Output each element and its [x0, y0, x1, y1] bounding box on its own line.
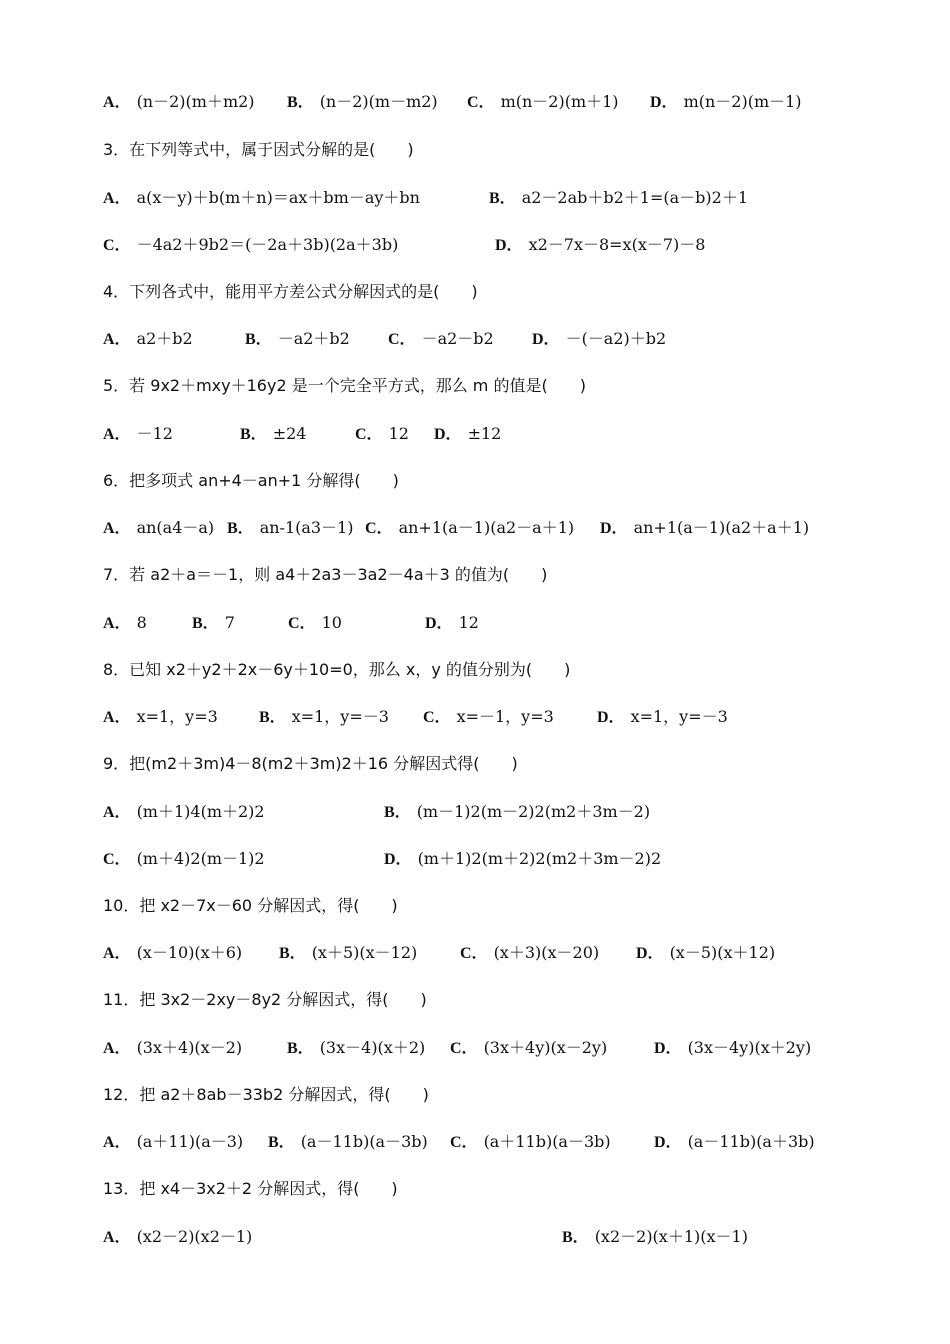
option-label: A．: [103, 1134, 131, 1151]
option-label: B．: [240, 426, 267, 443]
option-text: (m＋1)2(m＋2)2(m2＋3m－2)2: [417, 849, 662, 868]
option-text: (3x＋4)(x－2): [136, 1038, 243, 1057]
option-label: C．: [355, 426, 383, 443]
option-a: [103, 516, 214, 541]
option-c: [288, 611, 342, 636]
option-b: [192, 611, 235, 636]
option-b: [268, 1130, 428, 1155]
option-d: [597, 705, 728, 730]
option-b: [384, 800, 650, 825]
option-c: [450, 1130, 611, 1155]
option-label: B．: [384, 804, 411, 821]
option-text: (x＋5)(x－12): [311, 943, 418, 962]
option-c: [103, 847, 265, 872]
option-text: (a＋11)(a－3): [136, 1132, 244, 1151]
question-4: 4．下列各式中，能用平方差公式分解因式的是( ): [103, 282, 478, 301]
option-text: (n－2)(m＋m2): [136, 92, 255, 111]
option-text: x=1，y=－3: [291, 707, 389, 726]
option-a: [103, 705, 218, 730]
option-c: [450, 1036, 607, 1061]
option-label: C．: [365, 520, 393, 537]
option-d: [636, 941, 775, 966]
option-text: (a－11b)(a－3b): [300, 1132, 428, 1151]
option-label: D．: [434, 426, 462, 443]
option-d: [434, 422, 501, 447]
option-label: B．: [489, 190, 516, 207]
option-label: D．: [654, 1040, 682, 1057]
option-label: A．: [103, 804, 131, 821]
option-a: [103, 1225, 252, 1250]
option-b: [259, 705, 389, 730]
option-label: C．: [103, 237, 131, 254]
option-text: (a－11b)(a＋3b): [687, 1132, 815, 1151]
option-text: (x＋3)(x－20): [493, 943, 600, 962]
option-d: [425, 611, 479, 636]
option-label: D．: [532, 331, 560, 348]
option-b: [287, 90, 438, 115]
option-text: (m＋1)4(m＋2)2: [136, 802, 265, 821]
option-label: B．: [227, 520, 254, 537]
option-c: [355, 422, 409, 447]
option-text: a2＋b2: [136, 329, 193, 348]
option-text: an+1(a－1)(a2－a＋1): [398, 518, 575, 537]
option-c: [467, 90, 619, 115]
option-label: B．: [287, 94, 314, 111]
option-text: 10: [321, 613, 342, 632]
option-label: B．: [562, 1229, 589, 1246]
option-text: (3x＋4y)(x－2y): [483, 1038, 608, 1057]
option-text: a2－2ab＋b2＋1=(a－b)2＋1: [521, 188, 749, 207]
option-a: [103, 90, 255, 115]
option-b: [562, 1225, 748, 1250]
option-a: [103, 941, 242, 966]
option-b: [287, 1036, 425, 1061]
option-text: －4a2＋9b2＝(－2a＋3b)(2a＋3b): [136, 235, 399, 254]
option-label: A．: [103, 1229, 131, 1246]
question-10: 10．把 x2－7x－60 分解因式，得( ): [103, 896, 398, 915]
option-label: D．: [654, 1134, 682, 1151]
option-d: [654, 1130, 815, 1155]
question-5: 5．若 9x2＋mxy＋16y2 是一个完全平方式，那么 m 的值是( ): [103, 376, 586, 395]
question-6: 6．把多项式 an+4－an+1 分解得( ): [103, 471, 399, 490]
option-label: A．: [103, 945, 131, 962]
option-text: an+1(a－1)(a2＋a＋1): [633, 518, 810, 537]
option-c: [423, 705, 554, 730]
option-b: [227, 516, 354, 541]
option-a: [103, 800, 265, 825]
option-b: [279, 941, 417, 966]
option-d: [654, 1036, 811, 1061]
option-text: m(n－2)(m－1): [683, 92, 802, 111]
option-label: D．: [600, 520, 628, 537]
option-a: [103, 422, 173, 447]
option-a: [103, 1036, 242, 1061]
option-b: [489, 186, 748, 211]
option-text: (m＋4)2(m－1)2: [136, 849, 265, 868]
option-d: [650, 90, 802, 115]
option-label: C．: [423, 709, 451, 726]
option-c: [388, 327, 494, 352]
option-label: B．: [192, 615, 219, 632]
option-text: a(x－y)＋b(m＋n)＝ax＋bm－ay＋bn: [136, 188, 420, 207]
option-text: (n－2)(m－m2): [319, 92, 438, 111]
option-text: (m－1)2(m－2)2(m2＋3m－2): [416, 802, 651, 821]
option-label: D．: [650, 94, 678, 111]
option-d: [495, 233, 705, 258]
option-a: [103, 186, 420, 211]
question-12: 12．把 a2＋8ab－33b2 分解因式，得( ): [103, 1085, 429, 1104]
question-11: 11．把 3x2－2xy－8y2 分解因式，得( ): [103, 990, 427, 1009]
option-d: [384, 847, 661, 872]
option-b: [245, 327, 350, 352]
option-c: [103, 233, 398, 258]
option-label: A．: [103, 1040, 131, 1057]
question-7: 7．若 a2＋a＝－1，则 a4＋2a3－3a2－4a＋3 的值为( ): [103, 565, 548, 584]
option-label: B．: [268, 1134, 295, 1151]
option-label: C．: [450, 1040, 478, 1057]
option-a: [103, 327, 193, 352]
option-label: A．: [103, 520, 131, 537]
option-text: －a2＋b2: [277, 329, 350, 348]
question-8: 8．已知 x2＋y2＋2x－6y＋10=0，那么 x，y 的值分别为( ): [103, 660, 571, 679]
option-d: [600, 516, 809, 541]
option-text: x=1，y=3: [136, 707, 218, 726]
option-label: D．: [495, 237, 523, 254]
option-text: m(n－2)(m＋1): [500, 92, 619, 111]
question-9: 9．把(m2＋3m)4－8(m2＋3m)2＋16 分解因式得( ): [103, 754, 518, 773]
option-text: (x2－2)(x2－1): [136, 1227, 253, 1246]
option-a: [103, 611, 147, 636]
option-text: 12: [388, 424, 409, 443]
option-b: [240, 422, 306, 447]
option-label: B．: [259, 709, 286, 726]
option-c: [365, 516, 574, 541]
option-label: A．: [103, 426, 131, 443]
option-label: A．: [103, 94, 131, 111]
option-text: x=1，y=－3: [630, 707, 728, 726]
option-text: x=－1，y=3: [456, 707, 554, 726]
option-label: C．: [388, 331, 416, 348]
option-text: ±24: [272, 424, 307, 443]
option-label: B．: [279, 945, 306, 962]
option-text: ±12: [467, 424, 502, 443]
option-label: A．: [103, 190, 131, 207]
option-text: an(a4－a): [136, 518, 215, 537]
option-text: 7: [224, 613, 235, 632]
option-label: D．: [636, 945, 664, 962]
option-text: 12: [458, 613, 479, 632]
option-text: －(－a2)＋b2: [565, 329, 667, 348]
option-text: －12: [136, 424, 173, 443]
option-text: (x2－2)(x＋1)(x－1): [594, 1227, 748, 1246]
option-label: C．: [467, 94, 495, 111]
option-label: B．: [287, 1040, 314, 1057]
option-label: D．: [597, 709, 625, 726]
option-c: [460, 941, 599, 966]
option-text: 8: [136, 613, 147, 632]
option-label: A．: [103, 331, 131, 348]
option-label: A．: [103, 709, 131, 726]
option-text: －a2－b2: [421, 329, 494, 348]
option-label: C．: [450, 1134, 478, 1151]
option-label: C．: [460, 945, 488, 962]
option-text: (3x－4)(x＋2): [319, 1038, 426, 1057]
option-label: D．: [425, 615, 453, 632]
option-text: x2－7x－8=x(x－7)－8: [528, 235, 706, 254]
option-text: an-1(a3－1): [259, 518, 354, 537]
option-label: D．: [384, 851, 412, 868]
option-text: (a＋11b)(a－3b): [483, 1132, 611, 1151]
option-label: C．: [103, 851, 131, 868]
question-13: 13．把 x4－3x2＋2 分解因式，得( ): [103, 1179, 398, 1198]
option-label: A．: [103, 615, 131, 632]
option-d: [532, 327, 666, 352]
option-text: (3x－4y)(x＋2y): [687, 1038, 812, 1057]
question-3: 3．在下列等式中，属于因式分解的是( ): [103, 140, 414, 159]
option-text: (x－5)(x＋12): [669, 943, 776, 962]
option-text: (x－10)(x＋6): [136, 943, 243, 962]
option-label: C．: [288, 615, 316, 632]
option-label: B．: [245, 331, 272, 348]
option-a: [103, 1130, 243, 1155]
